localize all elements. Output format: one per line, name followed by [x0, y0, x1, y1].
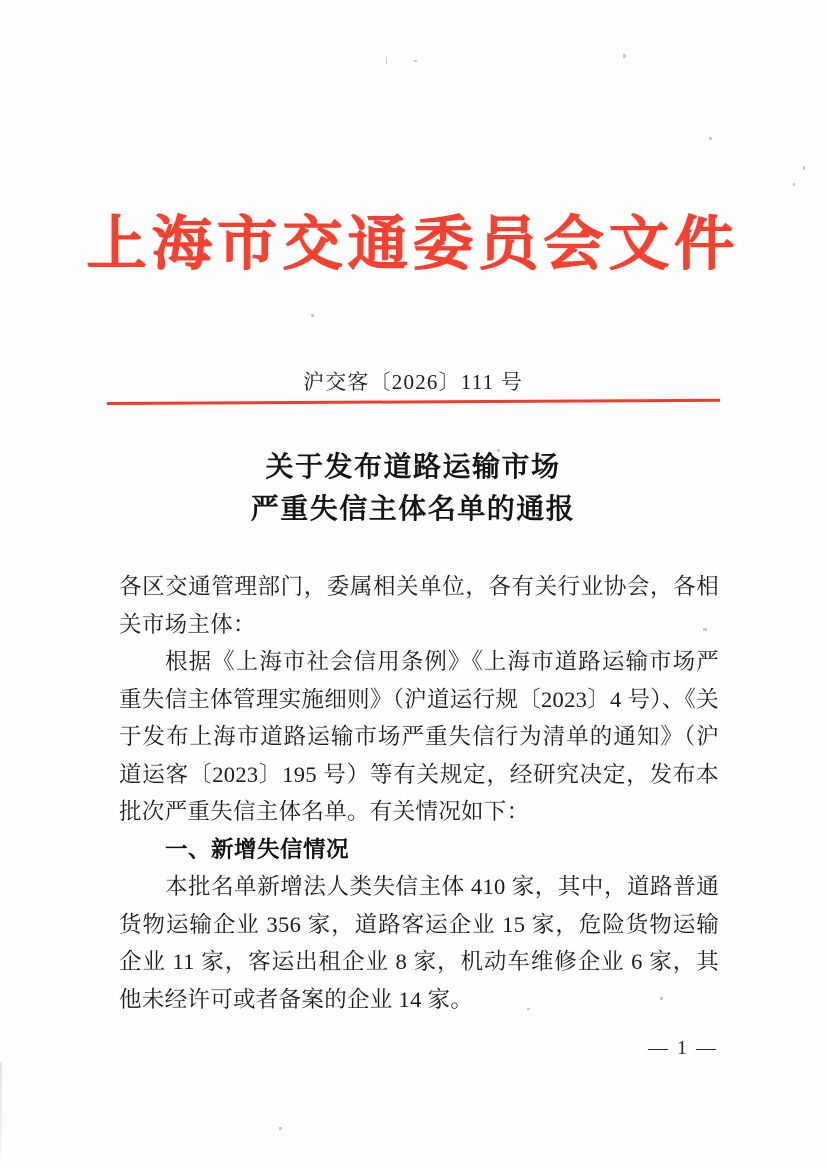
masthead-title: 上海市交通委员会文件: [86, 211, 740, 277]
scan-speck: [279, 1127, 282, 1130]
scan-edge-artifact: [0, 1062, 2, 1158]
scan-speck: [793, 183, 795, 186]
scan-speck: [803, 166, 805, 170]
scan-speck: [414, 60, 417, 62]
masthead: [0, 213, 826, 277]
document-body: [119, 568, 719, 1018]
scan-speck: [311, 314, 314, 317]
headline-line-2: 严重失信主体名单的通报: [250, 494, 576, 525]
document-number: 沪交客〔2026〕111 号: [303, 370, 523, 394]
document-headline: [0, 447, 826, 531]
scan-speck: [386, 57, 387, 64]
salutation: 各区交通管理部门，委属相关单位，各有关行业协会，各相关市场主体：: [119, 574, 719, 637]
section-paragraph-new-defaults: 本批名单新增法人类失信主体 410 家，其中，道路普通货物运输企业 356 家，道路客运企业 15 家，危险货物运输企业 11 家，客运出租企业 8 家，机动车维修企业 6 家，其他未经许可或者备案的企业 14 家。: [119, 874, 719, 1012]
scan-speck: [709, 137, 712, 140]
scan-speck: [623, 54, 626, 58]
body-paragraph-regulations: 根据《上海市社会信用条例》《上海市道路运输市场严重失信主体管理实施细则》（沪道运行规〔2023〕4 号）、《关于发布上海市道路运输市场严重失信行为清单的通知》（沪道运客〔2023〕195 号）等有关规定，经研究决定，发布本批次严重失信主体名单。有关情况如下：: [119, 649, 719, 824]
headline-line-1: 关于发布道路运输市场: [265, 452, 561, 483]
page-number: — 1 —: [648, 1037, 718, 1059]
red-separator-rule: [107, 399, 720, 405]
section-heading-new-defaults: 一、新增失信情况: [165, 836, 350, 862]
